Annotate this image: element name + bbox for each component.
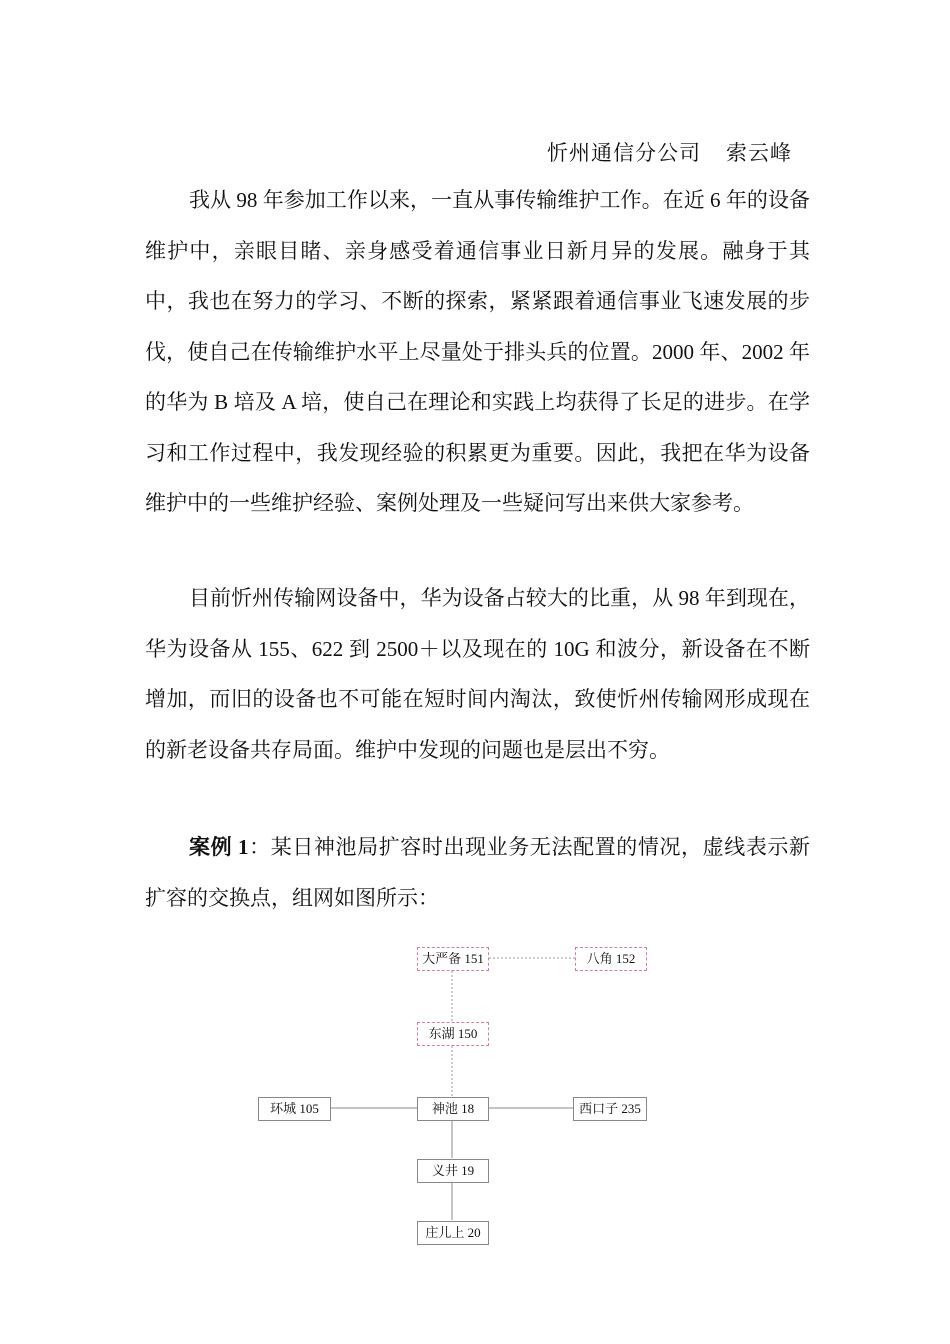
author-line: 忻州通信分公司 索云峰: [547, 141, 792, 165]
node-yijing-19: 义井 19: [417, 1159, 489, 1183]
node-shenchi-18: 神池 18: [417, 1097, 489, 1121]
node-donghu-150: 东湖 150: [417, 1022, 489, 1046]
node-bajiao-152: 八角 152: [575, 947, 647, 971]
paragraph-network: 目前忻州传输网设备中，华为设备占较大的比重，从 98 年到现在，华为设备从 155、622 到 2500＋以及现在的 10G 和波分，新设备在不断增加，而旧的设备也不可能在短时间内淘汰，致使忻州传输网形成现在的新老设备共存局面。维护中发现的问题也是层出不穷。: [145, 586, 810, 762]
paragraph-case-1: [145, 822, 810, 923]
node-huancheng-105: 环城 105: [258, 1097, 331, 1121]
case-label: 案例 1: [189, 835, 249, 859]
node-dayanbei-151: 大严备 151: [417, 947, 489, 971]
node-xikouzi-235: 西口子 235: [573, 1097, 647, 1121]
case-text: ：某日神池局扩容时出现业务无法配置的情况，虚线表示新扩容的交换点，组网如图所示：: [145, 835, 811, 910]
paragraph-intro: 我从 98 年参加工作以来，一直从事传输维护工作。在近 6 年的设备维护中，亲眼目睹、亲身感受着通信事业日新月异的发展。融身于其中，我也在努力的学习、不断的探索，紧紧跟着通信事业飞速发展的步伐，使自己在传输维护水平上尽量处于排头兵的位置。2000 年、2002 年的华为 B 培及 A 培，使自己在理论和实践上均获得了长足的进步。在学习和工作过程中，我发现经验的积累更为重要。因此，我把在华为设备维护中的一些维护经验、案例处理及一些疑问写出来供大家参考。: [145, 188, 810, 515]
node-zhuangershang-20: 庄儿上 20: [417, 1221, 489, 1245]
